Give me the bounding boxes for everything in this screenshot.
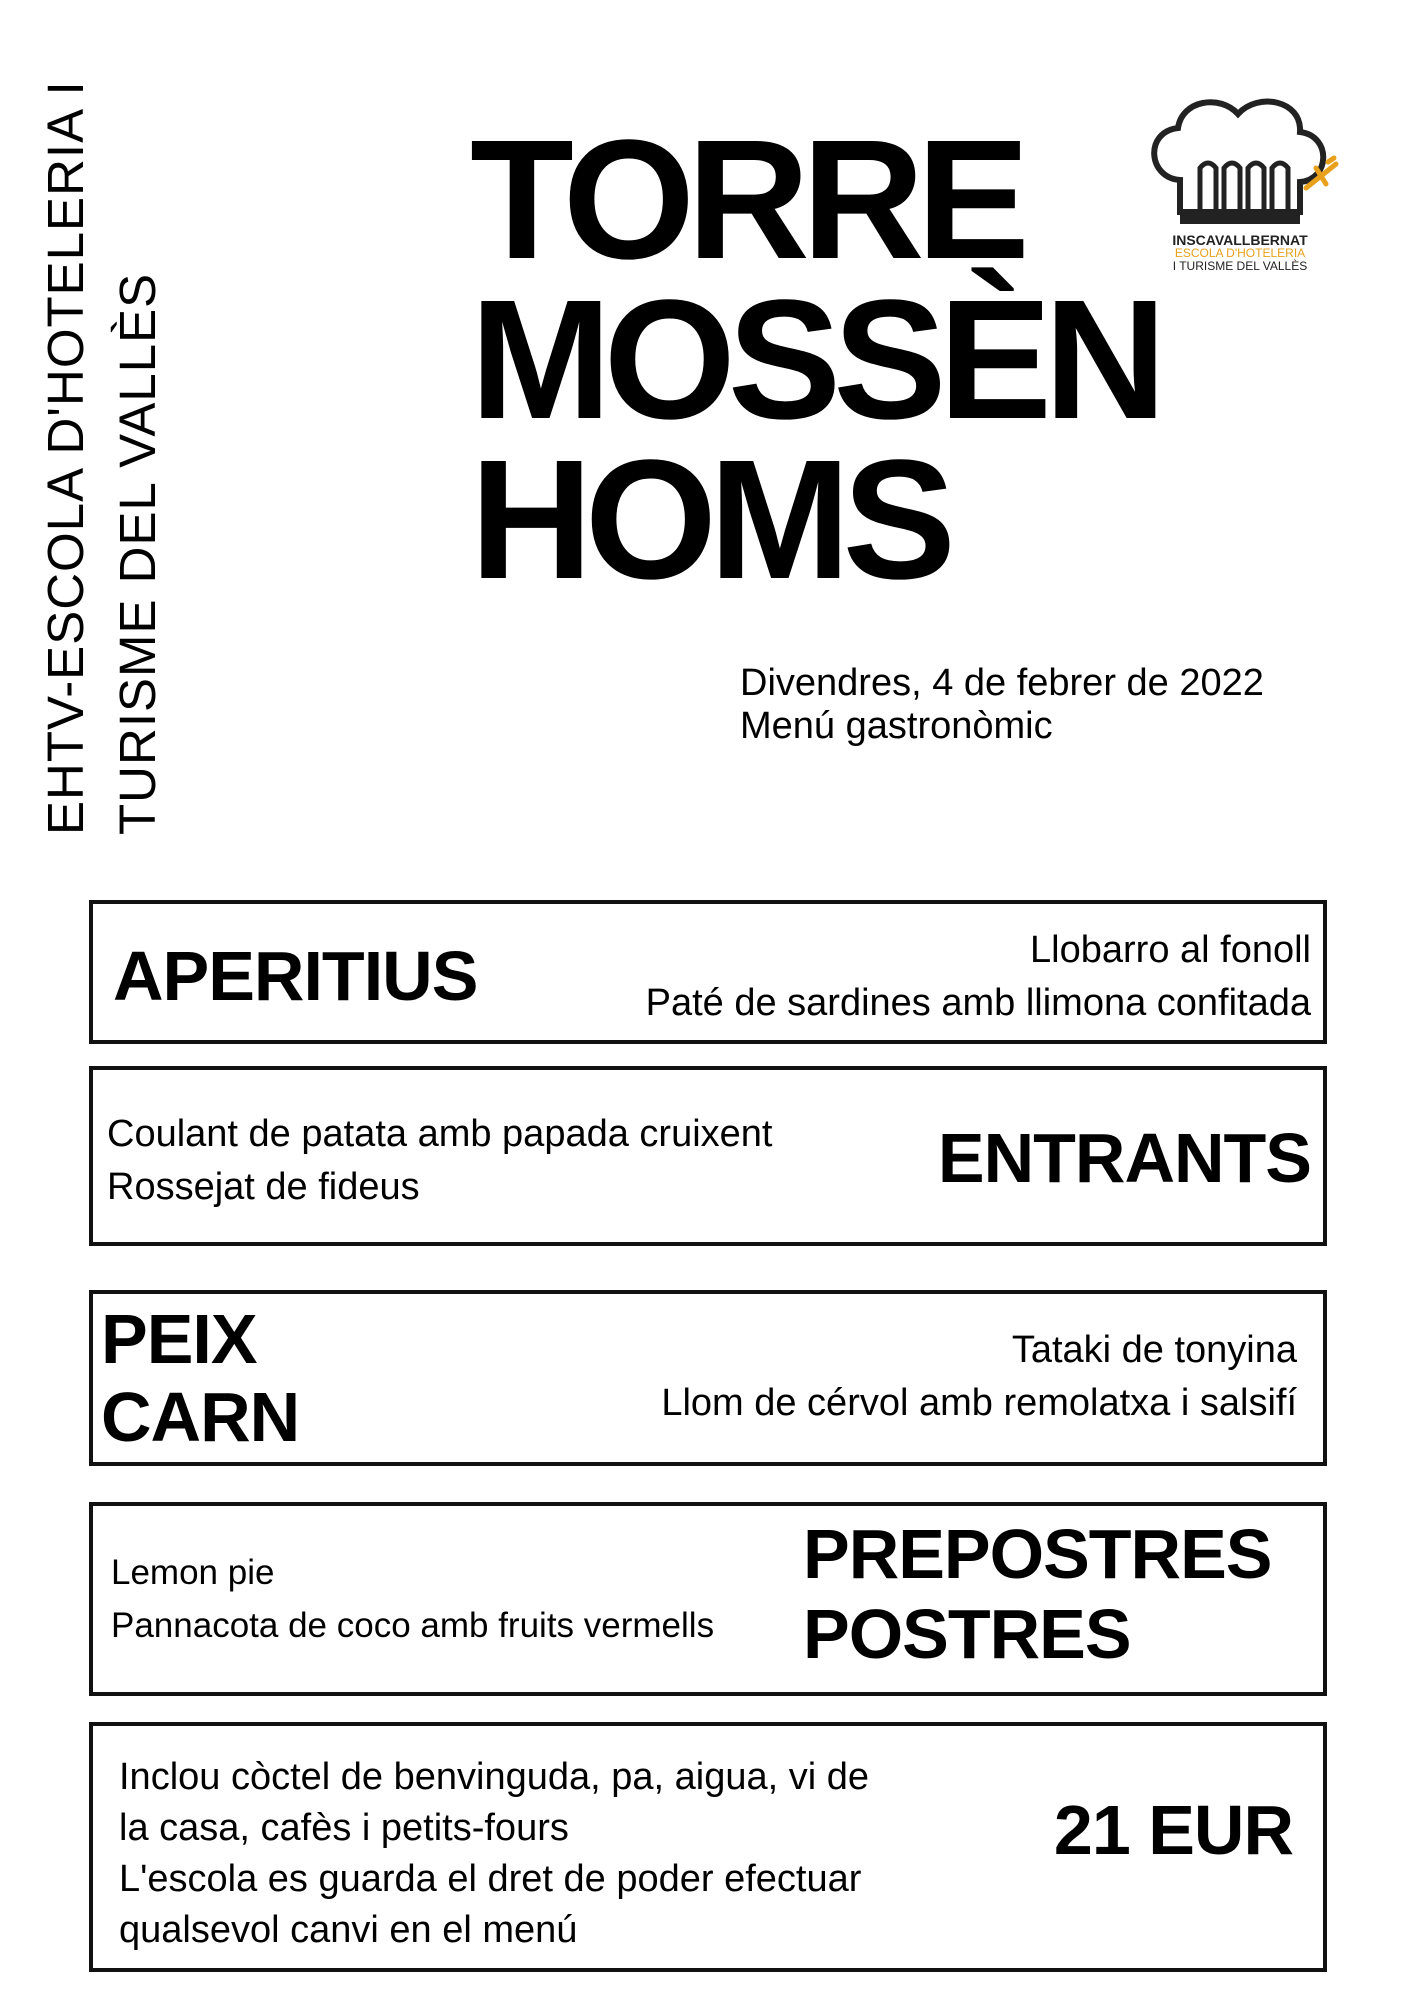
dish-item: Coulant de patata amb papada cruixent: [107, 1113, 773, 1155]
section-entrants: [89, 1066, 1327, 1246]
menu-type: Menú gastronòmic: [740, 705, 1053, 747]
title-line-3: HOMS: [470, 425, 948, 615]
section-postres: [89, 1502, 1327, 1696]
logo-line-3: I TURISME DEL VALLÈS: [1172, 259, 1308, 273]
section-heading: PEIX: [101, 1300, 257, 1378]
section-headings: [101, 1300, 299, 1456]
side-title-line-2: TURISME DEL VALLÈS: [109, 272, 166, 835]
section-headings: [803, 1514, 1271, 1674]
section-principals: [89, 1290, 1327, 1466]
logo-text: [1140, 234, 1340, 273]
dish-item: Pannacota de coco amb fruits vermells: [111, 1606, 715, 1645]
section-items: [107, 1108, 772, 1214]
dish-item: Llobarro al fonoll: [1030, 929, 1311, 971]
title-line-2: MOSSÈN: [470, 265, 1159, 455]
section-heading: POSTRES: [803, 1595, 1131, 1673]
section-heading: APERITIUS: [113, 937, 478, 1015]
section-aperitius: [89, 900, 1327, 1044]
section-heading: PREPOSTRES: [803, 1515, 1272, 1593]
section-heading: ENTRANTS: [937, 1119, 1311, 1197]
subtitle: [740, 662, 1264, 748]
side-title-line-1: EHTV-ESCOLA D'HOTELERIA I: [37, 80, 94, 835]
chef-hat-icon: [1140, 92, 1340, 232]
logo-line-2: ESCOLA D'HOTELERIA: [1174, 246, 1306, 260]
dish-item: Tataki de tonyina: [1011, 1329, 1297, 1371]
price-section: [89, 1722, 1327, 1972]
price-note: Inclou còctel de benvinguda, pa, aigua, vi de: [119, 1756, 869, 1798]
side-title: [30, 80, 174, 835]
section-items: [646, 924, 1311, 1030]
logo-name: INSCAVALLBERNAT: [1172, 232, 1308, 248]
section-items: [111, 1546, 714, 1652]
section-heading: CARN: [101, 1378, 300, 1456]
menu-price: 21 EUR: [1053, 1791, 1293, 1869]
price-note: la casa, cafès i petits-fours: [119, 1807, 569, 1849]
price-notes: [119, 1752, 869, 1956]
dish-item: Lemon pie: [111, 1553, 275, 1592]
event-date: Divendres, 4 de febrer de 2022: [740, 662, 1264, 704]
title-line-1: TORRE: [470, 105, 1022, 295]
price-note: L'escola es guarda el dret de poder efectuar: [119, 1858, 862, 1900]
section-items: [661, 1324, 1297, 1430]
dish-item: Llom de cérvol amb remolatxa i salsifí: [661, 1382, 1297, 1424]
price-note: qualsevol canvi en el menú: [119, 1909, 578, 1951]
dish-item: Rossejat de fideus: [107, 1166, 420, 1208]
school-logo: [1140, 92, 1340, 282]
page-title: [470, 105, 1159, 615]
dish-item: Paté de sardines amb llimona confitada: [645, 982, 1311, 1024]
